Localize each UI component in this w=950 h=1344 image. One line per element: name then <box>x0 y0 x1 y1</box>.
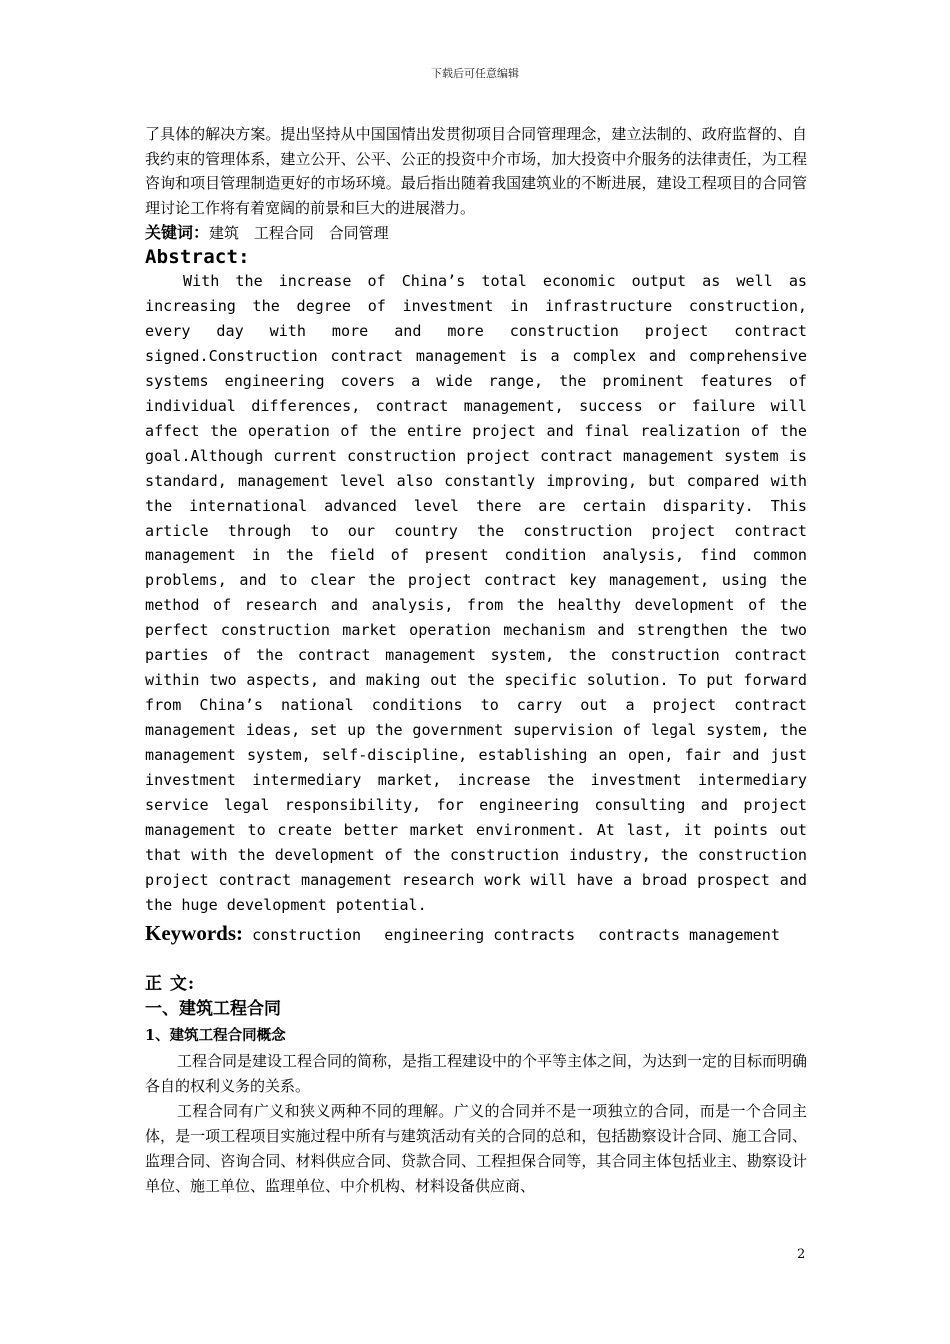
page-header: 下载后可任意编辑 <box>431 67 519 80</box>
english-keywords-label: Keywords: <box>145 920 243 945</box>
chinese-keywords-line <box>145 220 807 246</box>
english-keyword: construction <box>252 925 362 944</box>
section-heading: 一、建筑工程合同 <box>145 998 281 1019</box>
page-number: 2 <box>797 1247 806 1262</box>
chinese-keyword: 工程合同 <box>253 224 314 242</box>
document-body <box>145 122 807 1199</box>
chinese-keyword: 建筑 <box>209 224 240 242</box>
abstract-title: Abstract: <box>145 246 250 268</box>
chinese-keywords-label: 关键词： <box>145 223 210 242</box>
english-keywords-line <box>145 918 807 950</box>
chinese-abstract-paragraph: 了具体的解决方案。提出坚持从中国国情出发贯彻项目合同管理理念，建立法制的、政府监督的、自我约束的管理体系，建立公开、公平、公正的投资中介市场，加大投资中介服务的法律责任，为工程咨询和项目管理制造更好的市场环境。最后指出随着我国建筑业的不断进展，建设工程项目的合同管理讨论工作将有着宽阔的前景和巨大的进展潜力。 <box>145 125 807 217</box>
body-paragraph: 工程合同是建设工程合同的简称，是指工程建设中的个平等主体之间，为达到一定的目标而明确各自的权利义务的关系。 <box>145 1051 808 1095</box>
abstract-text: With the increase of China’s total economic output as well as increasing the degree of investment in infrastructure construction, every day with more and more construction project contract signed.Construction contract management is a complex and comprehensive systems engineering covers a wide range, the prominent features of individual differences, contract management, success or failure will affect the operation of the entire project and final realization of the goal.Although current construction project contract management system is standard, management level also constantly improving, but compared with the international advanced level there are certain disparity. This article through to our country the construction project contract management in the field of present condition analysis, find common problems, and to clear the project contract key management, using the method of research and analysis, from the healthy development of the perfect construction market operation mechanism and strengthen the two parties of the contract management system, the construction contract within two aspects, and making out the specific solution. To put forward from China’s national conditions to carry out a project contract management ideas, set up the government supervision of legal system, the management system, self-discipline, establishing an open, fair and just investment intermediary market, increase the investment intermediary service legal responsibility, for engineering consulting and project management to create better market environment. At last, it points out that with the development of the construction industry, the construction project contract management research work will have a broad prospect and the huge development potential. <box>145 272 807 914</box>
english-keyword: contracts management <box>598 925 780 944</box>
body-paragraph: 工程合同有广义和狭义两种不同的理解。广义的合同并不是一项独立的合同，而是一个合同主体，是一项工程项目实施过程中所有与建筑活动有关的合同的总和，包括勘察设计合同、施工合同、监理合同、咨询合同、材料供应合同、贷款合同、工程担保合同等，其合同主体包括业主、勘察设计单位、施工单位、监理单位、中介机构、材料设备供应商、 <box>145 1101 807 1195</box>
main-text-label: 正 文: <box>145 973 196 994</box>
subsection-heading: 1、建筑工程合同概念 <box>145 1026 286 1044</box>
english-keyword: engineering contracts <box>384 925 576 944</box>
chinese-keyword: 合同管理 <box>328 224 389 242</box>
